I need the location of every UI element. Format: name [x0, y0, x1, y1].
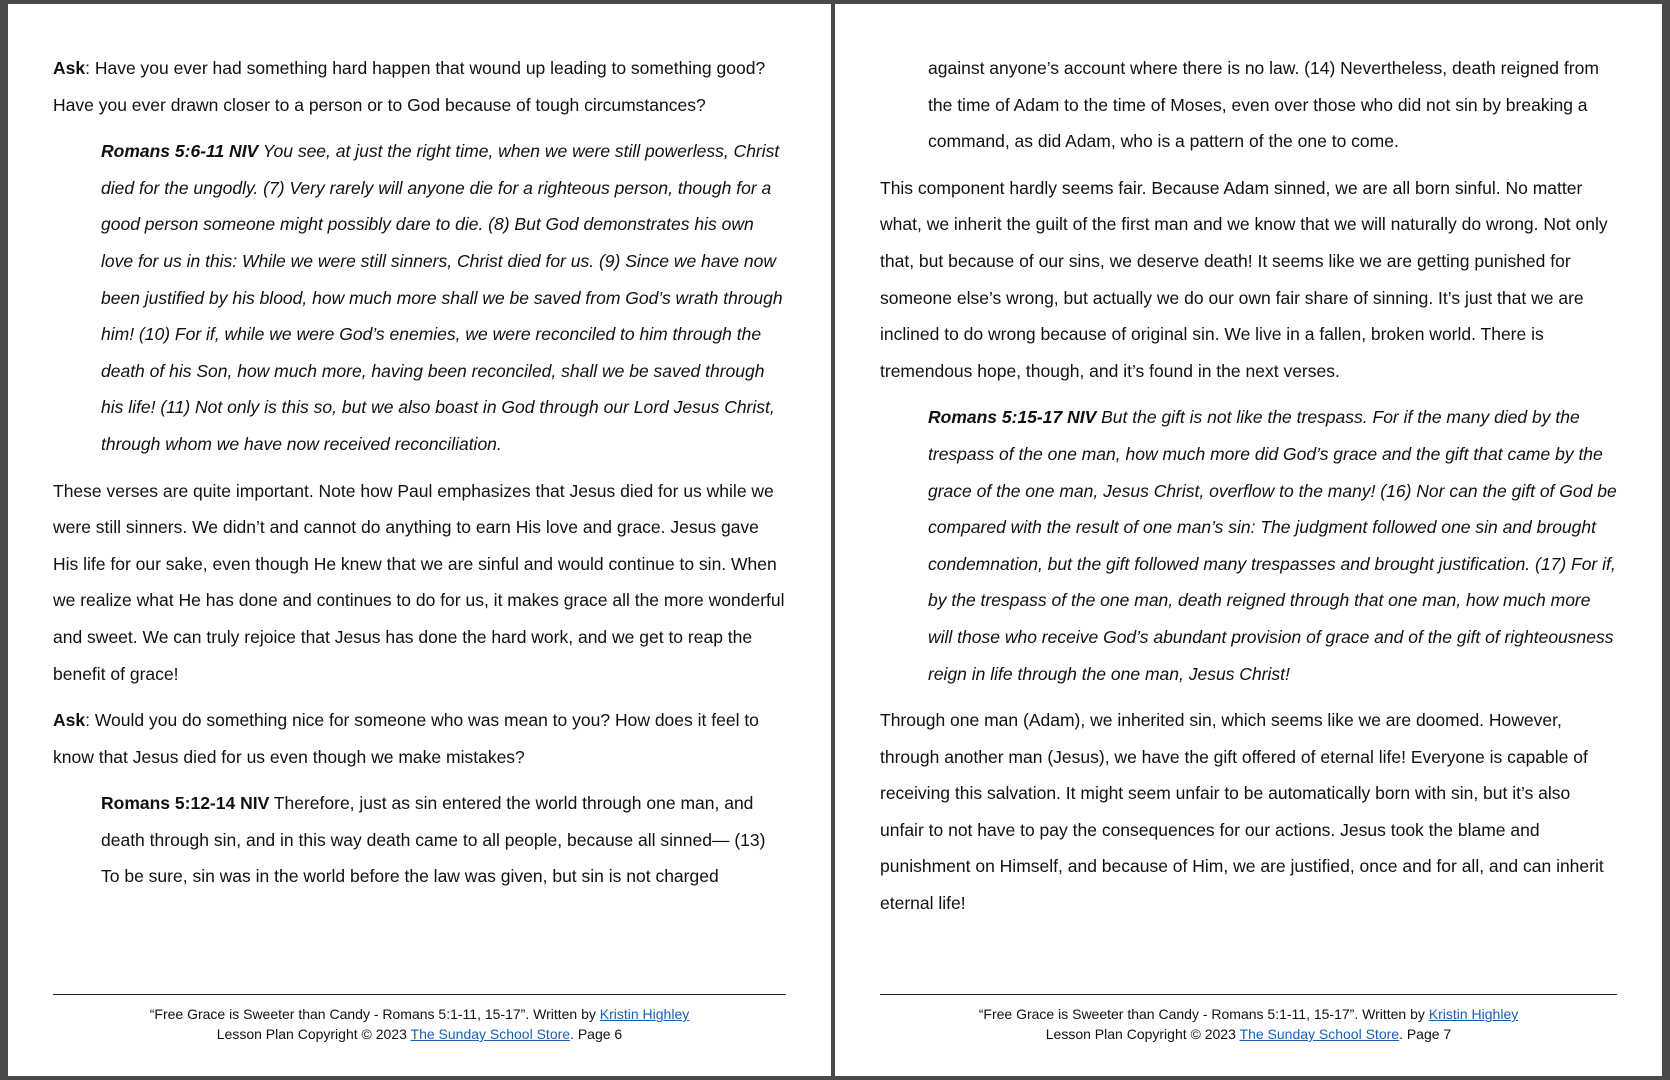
- footer-title-text: “Free Grace is Sweeter than Candy - Romans 5:1-11, 15-17”. Written by: [978, 1006, 1429, 1022]
- scripture-text: Therefore, just as sin entered the world through one man, and death through sin, and in this way death came to all people, because all sinned— (13) To be sure, sin was in the world before the law was given, but sin is not charged: [101, 793, 766, 887]
- body-paragraph: Through one man (Adam), we inherited sin, which seems like we are doomed. However, through another man (Jesus), we have the gift offered of eternal life! Everyone is capable of receiving this salvation. It might seem unfair to be automatically born with sin, but it’s also unfair to not have to pay the consequences for our actions. Jesus took the blame and punishment on Himself, and because of Him, we are justified, once and for all, and can inherit eternal life!: [880, 710, 1604, 914]
- page-content: [53, 50, 786, 905]
- footer-title-text: “Free Grace is Sweeter than Candy - Romans 5:1-11, 15-17”. Written by: [149, 1006, 600, 1022]
- paragraph-text: : Have you ever had something hard happen that wound up leading to something good? Have you ever drawn closer to a person or to God because of tough circumstances?: [53, 58, 766, 115]
- scripture-reference: Romans 5:6-11 NIV: [101, 141, 259, 162]
- scripture-continuation: against anyone’s account where there is no law. (14) Nevertheless, death reigned from the time of Adam to the time of Moses, even over those who did not sin by breaking a command, as did Adam, who is a pattern of the one to come.: [928, 58, 1599, 152]
- scripture-quote: [101, 785, 786, 895]
- store-link[interactable]: The Sunday School Store: [1239, 1026, 1400, 1042]
- page-footer: [880, 1004, 1617, 1044]
- scripture-reference: Romans 5:12-14 NIV: [101, 793, 270, 814]
- footer-divider: [53, 994, 786, 995]
- author-link[interactable]: Kristin Highley: [599, 1006, 690, 1022]
- scripture-quote: [101, 133, 786, 462]
- body-paragraph: These verses are quite important. Note how Paul emphasizes that Jesus died for us while we were still sinners. We didn’t and cannot do anything to earn His love and grace. Jesus gave His life for our sake, even though He knew that we are sinful and would continue to sin. When we realize what He has done and continues to do for us, it makes grace all the more wonderful and sweet. We can truly rejoice that Jesus has done the hard work, and we get to reap the benefit of grace!: [53, 480, 785, 684]
- store-link[interactable]: The Sunday School Store: [410, 1026, 571, 1042]
- body-paragraph: This component hardly seems fair. Because Adam sinned, we are all born sinful. No matter what, we inherit the guilt of the first man and we know that we will naturally do wrong. Not only that, but because of our sins, we deserve death! It seems like we are getting punished for someone else’s wrong, but actually we do our own fair share of sinning. It’s just that we are inclined to do wrong because of original sin. We live in a fallen, broken world. There is tremendous hope, though, and it’s found in the next verses.: [880, 177, 1608, 381]
- document-page-6: [8, 4, 831, 1076]
- page-number: . Page 6: [570, 1026, 623, 1042]
- ask-label: Ask: [53, 710, 86, 731]
- scripture-text: You see, at just the right time, when we were still powerless, Christ died for the ungodly. (7) Very rarely will anyone die for a righteous person, though for a good person someone might possibly dare to die. (8) But God demonstrates his own love for us in this: While we were still sinners, Christ died for us. (9) Since we have now been justified by his blood, how much more shall we be saved from God’s wrath through him! (10) For if, while we were God’s enemies, we were reconciled to him through the death of his Son, how much more, having been reconciled, shall we be saved through his life! (11) Not only is this so, but we also boast in God through our Lord Jesus Christ, through whom we have now received reconciliation.: [101, 141, 783, 454]
- footer-copyright-text: Lesson Plan Copyright © 2023: [216, 1026, 411, 1042]
- ask-paragraph: [53, 702, 786, 775]
- footer-divider: [880, 994, 1617, 995]
- document-page-7: [835, 4, 1662, 1076]
- footer-line-1: [53, 1004, 786, 1024]
- scripture-reference: Romans 5:15-17 NIV: [928, 407, 1097, 428]
- scripture-text: But the gift is not like the trespass. For if the many died by the trespass of the one man, how much more did God’s grace and the gift that came by the grace of the one man, Jesus Christ, overflow to the many! (16) Nor can the gift of God be compared with the result of one man’s sin: The judgment followed one sin and brought condemnation, but the gift followed many trespasses and brought justification. (17) For if, by the trespass of the one man, death reigned through that one man, how much more will those who receive God’s abundant provision of grace and of the gift of righteousness reign in life through the one man, Jesus Christ!: [928, 407, 1617, 684]
- ask-label: Ask: [53, 58, 86, 78]
- page-content: [880, 50, 1617, 932]
- footer-line-2: [880, 1024, 1617, 1044]
- paragraph-text: : Would you do something nice for someone who was mean to you? How does it feel to know that Jesus died for us even though we make mistakes?: [53, 710, 759, 767]
- scripture-quote: [928, 399, 1617, 692]
- ask-paragraph: [53, 50, 786, 123]
- footer-line-1: [880, 1004, 1617, 1024]
- page-number: . Page 7: [1399, 1026, 1452, 1042]
- footer-copyright-text: Lesson Plan Copyright © 2023: [1045, 1026, 1240, 1042]
- author-link[interactable]: Kristin Highley: [1428, 1006, 1519, 1022]
- footer-line-2: [53, 1024, 786, 1044]
- page-footer: [53, 1004, 786, 1044]
